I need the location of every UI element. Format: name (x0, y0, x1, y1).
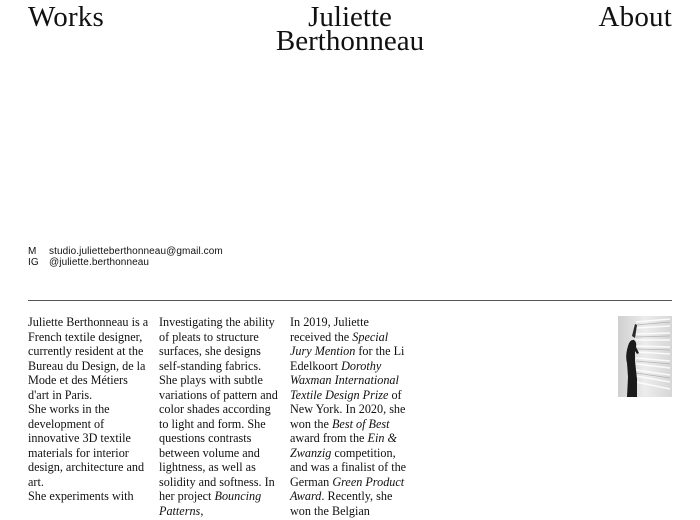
site-title[interactable] (0, 1, 700, 57)
portrait-photo (618, 316, 672, 397)
contact-instagram-row (28, 257, 223, 268)
instagram-key: IG (28, 257, 39, 268)
award-name: Green Product Award (290, 474, 405, 503)
bio-text: In 2019, Juliette received the (290, 315, 369, 344)
portrait-photo-image (618, 316, 672, 397)
bio-text: Investigating the ability of pleats to structure surfaces, she designs self-standing fabrics. She plays with subtle variations of pattern and color shades according to light and form. She questions contrasts between volume and lightness, as well as solidity and softness. In her project (159, 315, 278, 503)
award-name: Best of Best (331, 416, 390, 431)
award-name: Dorothy Waxman International Textile Design Prize (290, 358, 399, 402)
nav-about-link[interactable]: About (598, 1, 672, 33)
instagram-link[interactable]: @juliette.berthonneau (49, 257, 150, 268)
bio-text: . Recently, she won the Belgian (290, 489, 393, 518)
bio-text: competition, and was a finalist of the German (290, 445, 407, 489)
bio-column-2 (159, 315, 281, 518)
email-key: M (28, 246, 37, 257)
bio-text: for the Li Edelkoort (290, 344, 405, 373)
award-name: Ein & Zwanzig (290, 431, 397, 460)
bio-paragraph: Juliette Berthonneau is a French textile designer, currently resident at the Bureau du Design, de la Mode et des Métiers d'art in Paris. (28, 315, 149, 402)
section-divider (28, 300, 672, 301)
nav-works-link[interactable]: Works (28, 1, 104, 33)
bio-paragraph: She works in the development of innovative 3D textile materials for interior design, architecture and art. (28, 402, 145, 489)
bio-paragraph (159, 315, 281, 518)
bio-paragraph: She experiments with (28, 489, 134, 503)
bio-column-1 (28, 315, 150, 504)
bio-project-title: Bouncing Patterns (159, 489, 262, 518)
site-title-first-name: Juliette (308, 1, 392, 33)
contact-info (28, 246, 223, 268)
bio-column-3 (290, 315, 412, 518)
email-link[interactable]: studio.julietteberthonneau@gmail.com (49, 246, 223, 257)
bio-text: , (200, 503, 204, 518)
bio-paragraph (290, 315, 412, 518)
award-name: Special Jury Mention (290, 329, 389, 358)
bio-text: award from the (290, 431, 368, 445)
contact-email-row (28, 246, 223, 257)
site-title-last-name: Berthonneau (275, 25, 425, 57)
bio-text: of New York. In 2020, she won the (290, 387, 406, 431)
